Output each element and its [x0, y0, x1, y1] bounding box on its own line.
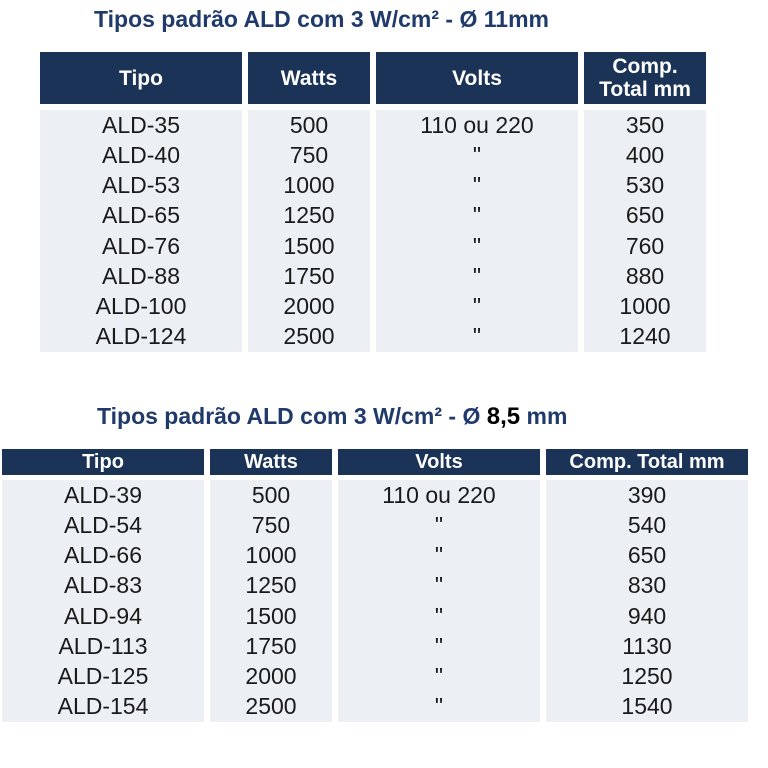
table1-header-tipo: Tipo: [40, 52, 242, 104]
table2-header-tipo: Tipo: [2, 449, 204, 475]
table-cell: ": [472, 232, 482, 259]
table-cell: 1000: [619, 293, 671, 320]
table-cell: ": [472, 293, 482, 320]
table-cell: ALD-54: [64, 511, 142, 538]
table-cell: ": [434, 511, 444, 538]
table-cell: 2500: [245, 693, 297, 720]
table-cell: ALD-83: [64, 572, 142, 599]
table-cell: ALD-39: [64, 481, 142, 508]
table-cell: 750: [251, 511, 291, 538]
table-cell: ALD-113: [58, 632, 148, 659]
table-cell: 1130: [622, 632, 672, 659]
table-cell: ": [472, 172, 482, 199]
table-cell: ": [434, 542, 444, 569]
table2-header-volts: Volts: [338, 449, 540, 475]
table2-col-tipo: [2, 480, 204, 722]
table2-title-prefix: Tipos padrão ALD com 3 W/cm² - Ø: [97, 403, 487, 429]
table-cell: 650: [627, 542, 667, 569]
table-cell: 1000: [245, 542, 297, 569]
table-cell: ": [434, 602, 444, 629]
table-cell: ALD-154: [57, 693, 149, 720]
table2-col-watts: [210, 480, 332, 722]
table1-title: Tipos padrão ALD com 3 W/cm² - Ø 11mm: [94, 6, 549, 32]
table-cell: 540: [627, 511, 667, 538]
table-cell: ALD-88: [102, 262, 180, 289]
table-cell: 1540: [621, 693, 673, 720]
table-cell: 110 ou 220: [382, 481, 496, 508]
table-cell: 500: [251, 481, 291, 508]
table1-col-tipo: [40, 110, 242, 352]
table-cell: ALD-65: [102, 202, 180, 229]
table2-title-size: 8,5: [486, 403, 521, 430]
table1-col-comp: [584, 110, 706, 352]
table-cell: 2000: [245, 663, 297, 690]
table-cell: ": [472, 202, 482, 229]
table-cell: 760: [625, 232, 665, 259]
table1-header-volts: Volts: [376, 52, 578, 104]
table-cell: ": [434, 693, 444, 720]
table-cell: 2000: [283, 293, 335, 320]
table-cell: 1000: [283, 172, 335, 199]
table-cell: ": [472, 262, 482, 289]
table-cell: ALD-125: [57, 663, 149, 690]
table1-header-watts: Watts: [248, 52, 370, 104]
table-cell: ALD-66: [64, 542, 142, 569]
table-cell: 1500: [283, 232, 335, 259]
table-cell: 1750: [245, 632, 297, 659]
table-cell: 1250: [245, 572, 297, 599]
table-cell: 1750: [283, 262, 335, 289]
table-cell: 750: [289, 141, 329, 168]
table2-col-volts: [338, 480, 540, 722]
table-cell: ALD-35: [102, 111, 180, 138]
table-cell: 400: [625, 141, 665, 168]
table-cell: ALD-40: [102, 141, 180, 168]
table-cell: 940: [627, 602, 667, 629]
table2-title: [97, 403, 567, 431]
table2-title-unit: mm: [520, 403, 568, 429]
table-cell: 880: [625, 262, 665, 289]
table1-header-comp: Comp. Total mm: [584, 52, 706, 104]
table-cell: 1250: [621, 663, 673, 690]
table2-col-comp: [546, 480, 748, 722]
table-cell: ": [472, 323, 482, 350]
table-cell: ": [434, 663, 444, 690]
table-cell: ": [434, 572, 444, 599]
table-cell: ALD-76: [102, 232, 180, 259]
table-cell: ALD-94: [64, 602, 142, 629]
table-cell: 830: [627, 572, 667, 599]
table-cell: 390: [627, 481, 667, 508]
table-cell: 1250: [283, 202, 335, 229]
table-cell: ALD-100: [95, 293, 187, 320]
table-cell: 1500: [245, 602, 297, 629]
table2-header-comp: Comp. Total mm: [546, 449, 748, 475]
table-cell: 1240: [619, 323, 671, 350]
table2-header-watts: Watts: [210, 449, 332, 475]
table-cell: 350: [625, 111, 665, 138]
table-cell: 2500: [283, 323, 335, 350]
table-cell: ALD-124: [95, 323, 187, 350]
table1-col-watts: [248, 110, 370, 352]
table-cell: 110 ou 220: [420, 111, 534, 138]
table-cell: 500: [289, 111, 329, 138]
table-cell: ": [434, 632, 444, 659]
table-cell: 530: [625, 172, 665, 199]
table-cell: 650: [625, 202, 665, 229]
table-cell: ": [472, 141, 482, 168]
table1-col-volts: [376, 110, 578, 352]
table-cell: ALD-53: [102, 172, 180, 199]
